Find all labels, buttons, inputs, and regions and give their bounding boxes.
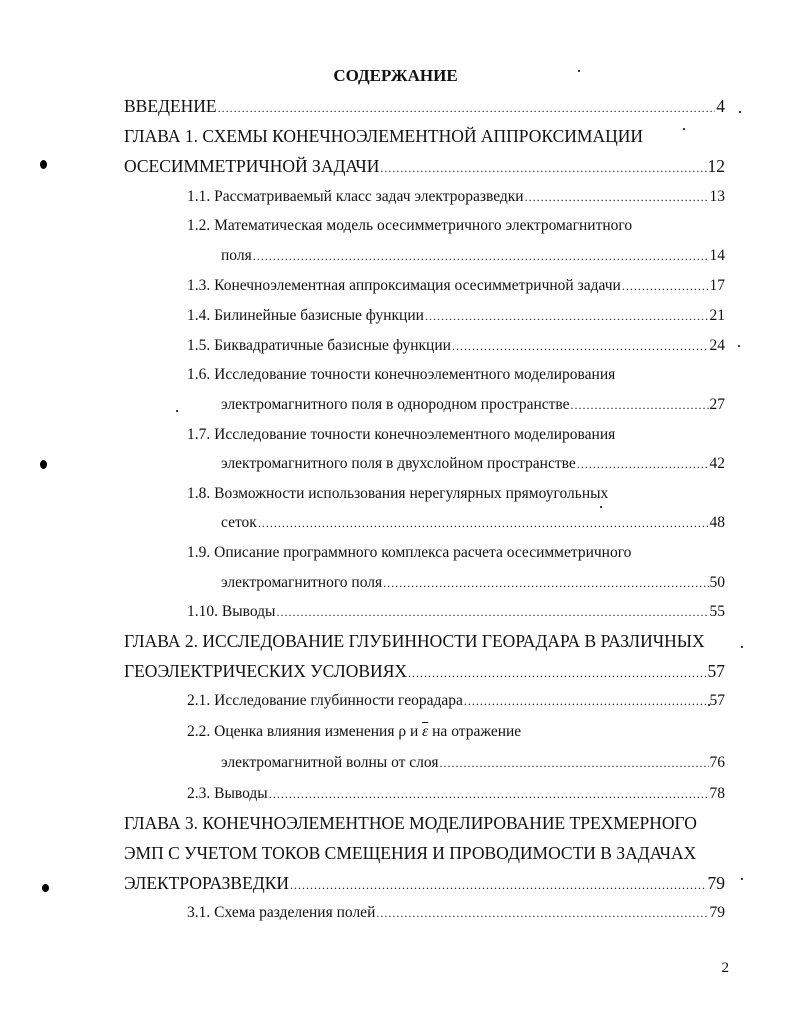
toc-entry-1-2 [221, 247, 725, 265]
toc-entry-page: 14 [709, 247, 725, 264]
toc-entry-text: электромагнитного поля в однородном пространстве [221, 396, 570, 413]
scan-speck [578, 70, 580, 72]
toc-entry-text: 1.5. Биквадратичные базисные функции [187, 337, 451, 354]
toc-chapter-3-title-line1: ГЛАВА 3. КОНЕЧНОЭЛЕМЕНТНОЕ МОДЕЛИРОВАНИЕ ТРЕХМЕРНОГО [124, 813, 697, 833]
scan-speck [708, 704, 710, 706]
toc-entry-text: 1.4. Билинейные базисные функции [187, 307, 424, 324]
toc-entry-page: 57 [707, 661, 725, 681]
scan-speck [683, 128, 685, 130]
toc-entry-2-1 [187, 692, 725, 710]
scan-speck [741, 878, 743, 880]
toc-entry-text: 3.1. Схема разделения полей [187, 904, 376, 921]
toc-entry-2-2-text-a: 2.2. Оценка влияния изменения ρ и [187, 723, 423, 740]
toc-entry-page: 55 [709, 603, 725, 620]
toc-entry-text: 2.3. Выводы [187, 785, 268, 802]
toc-entry-ch1 [124, 156, 725, 177]
toc-chapter-3-title-line2: ЭМП С УЧЕТОМ ТОКОВ СМЕЩЕНИЯ И ПРОВОДИМОСТИ В ЗАДАЧАХ [124, 843, 697, 863]
toc-entry-1-6 [221, 396, 725, 414]
toc-entry-2-3 [187, 785, 725, 803]
toc-entry-1-3 [187, 277, 725, 295]
toc-entry-page: 27 [709, 396, 725, 413]
toc-entry-ch2 [124, 661, 725, 682]
toc-title: СОДЕРЖАНИЕ [333, 66, 458, 85]
toc-entry-1-8 [221, 514, 725, 532]
toc-chapter-1-title: ГЛАВА 1. СХЕМЫ КОНЕЧНОЭЛЕМЕНТНОЙ АППРОКСИМАЦИИ [124, 126, 644, 146]
toc-entry-2-2 [221, 754, 725, 772]
toc-entry-1-6-line1: 1.6. Исследование точности конечноэлементного моделирования [187, 366, 616, 383]
toc-entry-text: 1.1. Рассматриваемый класс задач электроразведки [187, 188, 524, 205]
toc-entry-page: 21 [709, 307, 725, 324]
toc-entry-page: 50 [709, 574, 725, 591]
toc-entry-text: электромагнитной волны от слоя [221, 754, 439, 771]
toc-entry-page: 79 [707, 873, 725, 893]
toc-entry-1-7-line1: 1.7. Исследование точности конечноэлементного моделирования [187, 426, 616, 443]
toc-entry-ch3 [124, 873, 725, 894]
toc-entry-text: электромагнитного поля [221, 574, 383, 591]
epsilon-symbol: $\overline{\varepsilon}$ [422, 723, 429, 740]
toc-entry-page: 78 [709, 785, 725, 802]
toc-entry-text: ГЕОЭЛЕКТРИЧЕСКИХ УСЛОВИЯХ [124, 661, 407, 681]
toc-entry-2-2-text-b: на отражение [428, 723, 522, 740]
scan-speck [176, 410, 178, 412]
toc-entry-1-10 [187, 603, 725, 621]
toc-entry-page: 12 [707, 156, 725, 176]
scan-speck [741, 646, 743, 648]
toc-entry-page: 4 [716, 96, 725, 116]
toc-entry-page: 57 [709, 692, 725, 709]
toc-entry-3-1 [187, 904, 725, 922]
toc-entry-text: 1.3. Конечноэлементная аппроксимация осесимметричной задачи [187, 277, 621, 294]
toc-entry-page: 42 [709, 455, 725, 472]
toc-entry-text: сеток [221, 514, 257, 531]
scan-speck [40, 460, 47, 469]
toc-entry-text: электромагнитного поля в двухслойном пространстве [221, 455, 576, 472]
toc-entry-text: 2.1. Исследование глубинности георадара [187, 692, 463, 709]
toc-entry-1-4 [187, 307, 725, 325]
toc-entry-intro [124, 96, 725, 117]
toc-entry-text: ВВЕДЕНИЕ [124, 96, 217, 116]
toc-entry-1-9-line1: 1.9. Описание программного комплекса расчета осесимметричного [187, 544, 632, 561]
toc-entry-page: 24 [709, 337, 725, 354]
toc-entry-text: 1.10. Выводы [187, 603, 276, 620]
scan-speck [42, 884, 49, 892]
toc-entry-1-8-line1: 1.8. Возможности использования нерегулярных прямоугольных [187, 485, 609, 502]
toc-entry-page: 76 [709, 754, 725, 771]
toc-entry-1-7 [221, 455, 725, 473]
toc-entry-page: 17 [709, 277, 725, 294]
scan-speck [739, 111, 741, 113]
toc-entry-1-2-line1: 1.2. Математическая модель осесимметричного электромагнитного [187, 217, 633, 234]
toc-entry-page: 48 [709, 514, 725, 531]
toc-entry-text: ОСЕСИММЕТРИЧНОЙ ЗАДАЧИ [124, 156, 380, 176]
scan-speck [600, 506, 602, 508]
toc-entry-text: поля [221, 247, 252, 264]
toc-entry-text: ЭЛЕКТРОРАЗВЕДКИ [124, 873, 290, 893]
toc-entry-1-1 [187, 188, 725, 206]
toc-entry-page: 79 [709, 904, 725, 921]
scan-speck [40, 160, 47, 169]
toc-entry-1-9 [221, 574, 725, 592]
scan-speck [738, 345, 740, 347]
toc-entry-2-2-line1 [187, 723, 521, 741]
toc-entry-1-5 [187, 337, 725, 355]
toc-entry-page: 13 [709, 188, 725, 205]
toc-chapter-2-title: ГЛАВА 2. ИССЛЕДОВАНИЕ ГЛУБИННОСТИ ГЕОРАДАРА В РАЗЛИЧНЫХ [124, 631, 705, 651]
page-number: 2 [721, 960, 729, 976]
